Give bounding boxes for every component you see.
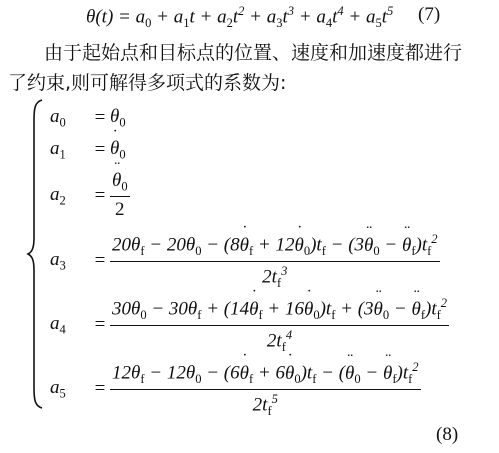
equation-8-number: (8) [436,424,459,445]
equation-7-number: (7) [418,4,441,25]
paragraph-line-2: 了约束,则可解得多项式的系数为: [8,72,287,94]
coef-a2: $a_2$ = $\frac{\theta ¨_0}{2}$ [50,170,130,221]
fraction-a3: $\frac{20\theta_f - 20\theta_0 - (8\theta ˙_f + 12\theta ˙_0)t_f - (3\theta ¨_0 - \theta ¨_f)t_f^2}{2t_f^3}$ [110,232,440,291]
fraction-a4: $\frac{30\theta_0 - 30\theta_f + (14\theta ˙_f + 16\theta ˙_0)t_f + (3\theta ¨_0 - \theta ¨_f)t_f^2}{2t_f^4}$ [110,296,449,355]
equation-7 [0,4,499,32]
coef-a1: $a_1$ = θ $˙_0$ [50,138,126,162]
coef-a5: $a_5$ = $\frac{12\theta_f - 12\theta_0 - (6\theta ˙_f + 6\theta ˙_0)t_f - (\theta ¨_0 - \theta ¨_f)t_f^2}{2t_f^5}$ [50,360,421,419]
fraction-a2: $\frac{\theta ¨_0}{2}$ [110,170,130,221]
fraction-a5: $\frac{12\theta_f - 12\theta_0 - (6\theta ˙_f + 6\theta ˙_0)t_f - (\theta ¨_0 - \theta ¨_f)t_f^2}{2t_f^5}$ [110,360,421,419]
paragraph-line-1: 由于起始点和目标点的位置、速度和加速度都进行 [44,42,463,64]
left-brace [26,98,46,410]
coef-a4: $a_4$ = $\frac{30\theta_0 - 30\theta_f + (14\theta ˙_f + 16\theta ˙_0)t_f + (3\theta ¨_0 - \theta ¨_f)t_f^2}{2t_f^4}$ [50,296,449,355]
polynomial-expression: $\theta(t) = a_0 + a_1t + a_2t^2 + a_3t^3 + a_4t^4 + a_5t^5$ [86,4,394,30]
coef-a0: $a_0$ = $\theta_0$ [50,106,126,130]
coef-a3: $a_3$ = $\frac{20\theta_f - 20\theta_0 - (8\theta ˙_f + 12\theta ˙_0)t_f - (3\theta ¨_0 - \theta ¨_f)t_f^2}{2t_f^3}$ [50,232,440,291]
